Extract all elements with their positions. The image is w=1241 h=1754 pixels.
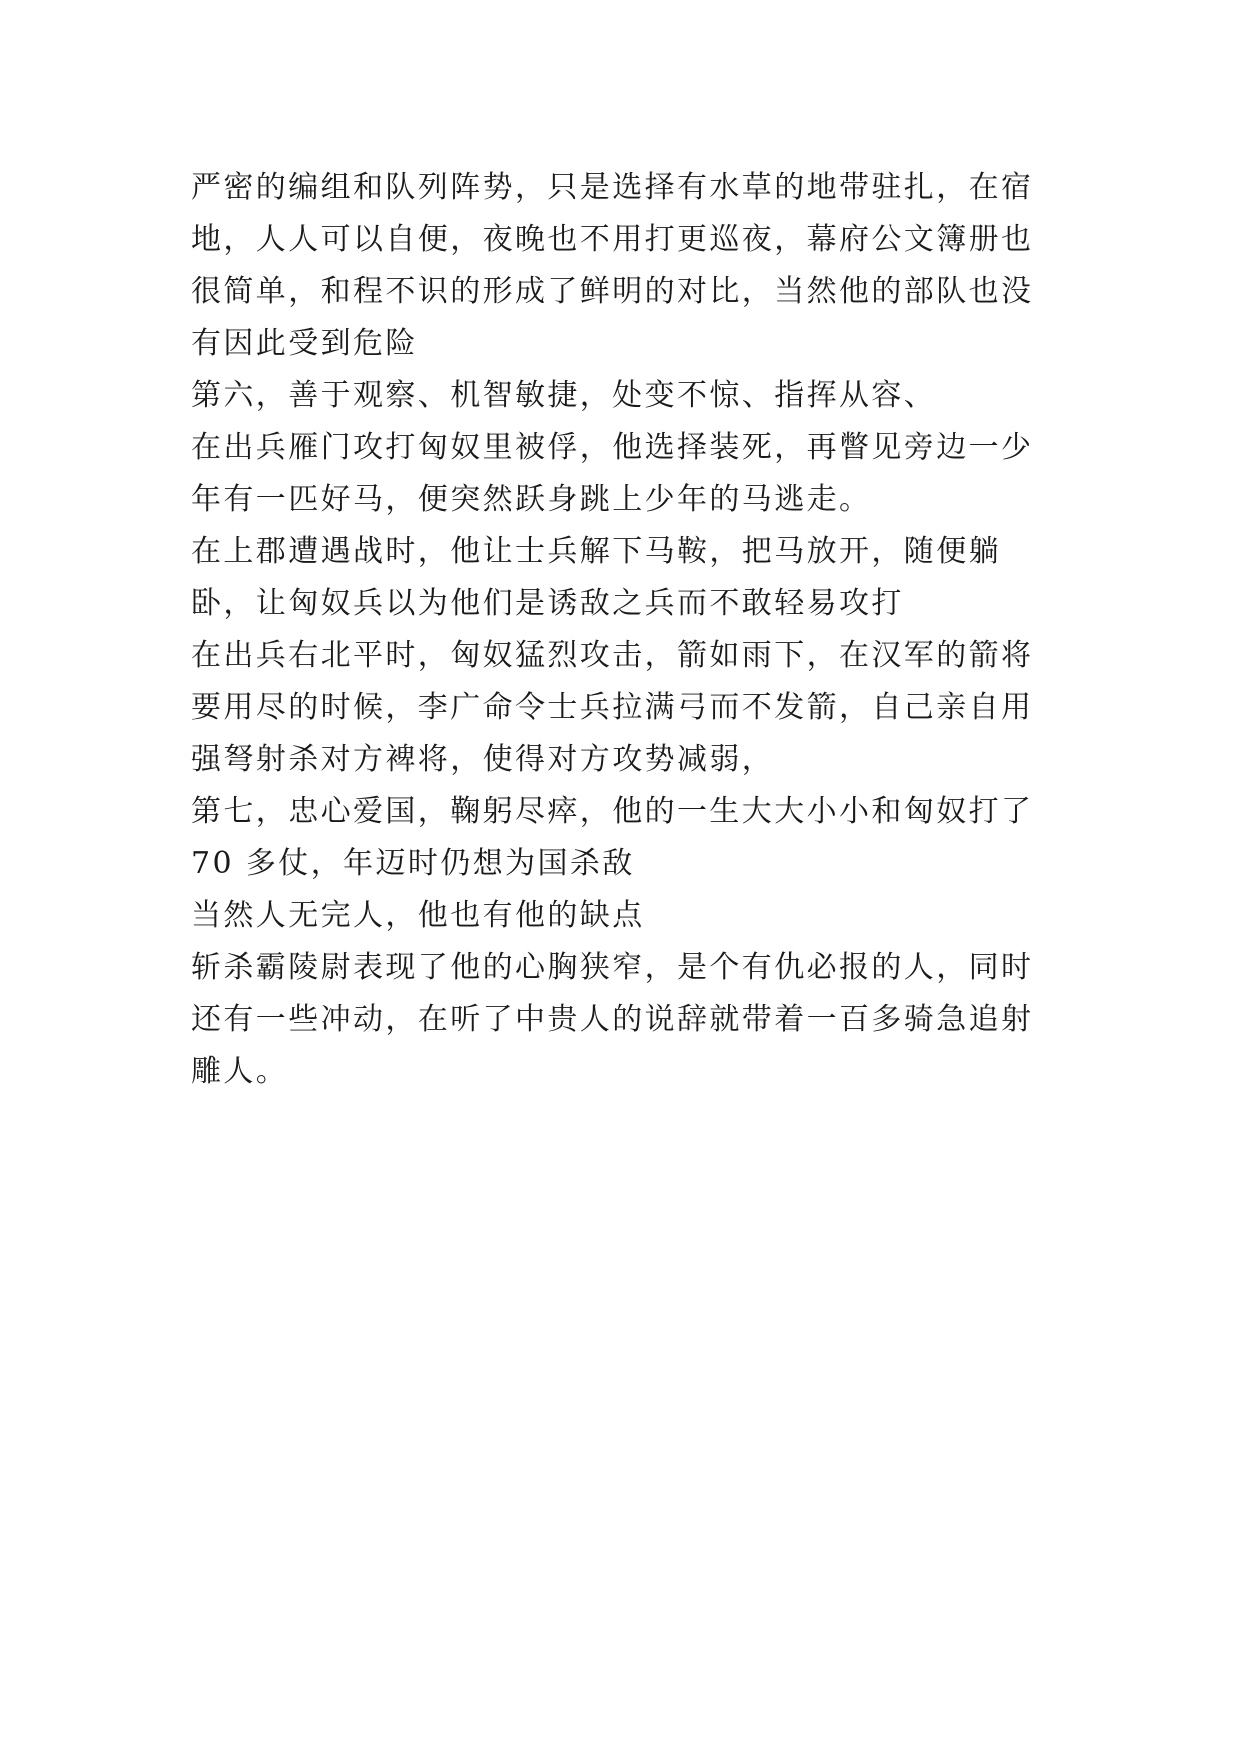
paragraph: 严密的编组和队列阵势，只是选择有水草的地带驻扎，在宿地，人人可以自便，夜晚也不用打更巡夜，幕府公文簿册也很简单，和程不识的形成了鲜明的对比，当然他的部队也没有因此受到危险 — [191, 170, 1034, 361]
paragraph: 在出兵右北平时，匈奴猛烈攻击，箭如雨下，在汉军的箭将要用尽的时候，李广命令士兵拉满弓而不发箭，自己亲自用强弩射杀对方裨将，使得对方攻势减弱， — [191, 638, 1034, 777]
document-body — [191, 162, 1051, 1098]
paragraph: 第七，忠心爱国，鞠躬尽瘁，他的一生大大小小和匈奴打了70 多仗，年迈时仍想为国杀敌 — [191, 794, 1034, 881]
paragraph: 第六，善于观察、机智敏捷，处变不惊、指挥从容、 — [191, 378, 937, 413]
paragraph: 斩杀霸陵尉表现了他的心胸狭窄，是个有仇必报的人，同时还有一些冲动，在听了中贵人的说辞就带着一百多骑急追射雕人。 — [191, 950, 1034, 1089]
paragraph: 在上郡遭遇战时，他让士兵解下马鞍，把马放开，随便躺卧，让匈奴兵以为他们是诱敌之兵而不敢轻易攻打 — [191, 534, 1001, 621]
paragraph: 当然人无完人，他也有他的缺点 — [191, 898, 645, 933]
paragraph: 在出兵雁门攻打匈奴里被俘，他选择装死，再瞥见旁边一少年有一匹好马，便突然跃身跳上少年的马逃走。 — [191, 430, 1034, 517]
